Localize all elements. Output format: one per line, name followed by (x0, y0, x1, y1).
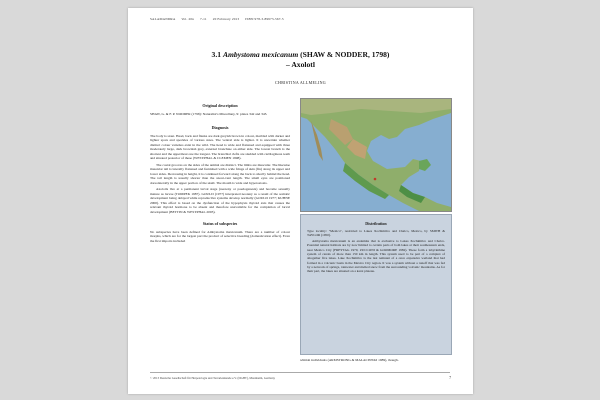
distribution-type-locality: Type locality: "Mexico", restricted to Lakes Xochimilco and Chalco, Mexico, by SMITH & TAYLOR (1950). (307, 229, 445, 238)
author-name: CHRISTINA ALLMELING (275, 80, 326, 85)
distribution-box (300, 214, 452, 355)
page-number: 7 (449, 376, 451, 380)
header-pages: 7-11 (200, 17, 207, 21)
header-volume: Vol. 20n (181, 17, 195, 21)
document-page (128, 8, 473, 394)
mexico-map-image (301, 99, 451, 211)
original-description-text: SHAW, G. & F. P. NODDER (1798): Naturalist's Miscellany, 9: plates 342 and 343. (150, 111, 268, 116)
header-isbn: ISBN 978-3-89973-567-5 (245, 17, 284, 21)
original-description-heading: Original description (202, 103, 238, 108)
article-title (128, 50, 473, 69)
diagnosis-paragraph-1: The body is stout. Head, back and flanks are dark greyish brown in colour, marbled with darker and lighter spots and speckles of various sizes. The ventral side is lighter. It is uncertain whether distinct colour varieties exist in the wild. The head is wide and flattened and equipped with three moderately large, dark brownish grey, external branchiae on either side. The lowest branch is the shortest and the uppermost one the longest. The branchial clefts are studded with cartilaginous teeth and situated posterior of these (WESTPHAL & CLEMEN 1998). (150, 133, 290, 160)
diagnosis-paragraph-3: Axolotls live at a permanent larval stage (neoteny or paedogenesis) and become sexually mature as larvae (TOMPEK 1987). GOULD (1977) interpreted neoteny as a result of the somatic development being delayed while reproductive systems develop normally (GOULD 1977; KUHNE 2000). This effect is based on the dysfunction of the hypophysis thyroid axis that causes the relevant thyroid hormone to be absent and therefore unavailable for the completion of larval development (BETTIN & WESTPHAL 2003). (150, 187, 290, 214)
title-authority: (SHAW & NODDER, 1798) (300, 50, 390, 59)
title-common-name: – Axolotl (286, 59, 315, 69)
title-number: 3.1 (211, 50, 222, 59)
distribution-map (300, 98, 452, 212)
distribution-heading: Distribution (365, 221, 387, 226)
title-species: Ambystoma mexicanum (222, 50, 299, 59)
left-column (150, 98, 290, 245)
running-header (150, 17, 289, 21)
right-column-continuation: whitish individuals (ARMSTRONG & MALACINSKI 1989), though. (300, 358, 399, 362)
header-series: SALAMANDRA (150, 17, 176, 21)
header-date: 20 February 2013 (212, 17, 240, 21)
copyright-footer: © 2013 Deutsche Gesellschaft für Herpetologie und Terrarienkunde e.V. (DGHT), Mannheim, Germany (150, 376, 276, 380)
subspecies-heading: Status of subspecies (202, 221, 238, 226)
diagnosis-heading: Diagnosis (211, 125, 229, 130)
diagnosis-paragraph-2: The costal grooves on the sides of the animal are distinct. The limbs are muscular. The likewise muscular tail is laterally flattened and furnished with a wide fringe of skin (fin) along its upper and lower sides. Decreasing in height, it is continued forward along the back to shortly behind the head. The tail length is usually shorter than the snout-vent length. The small eyes are positioned dorsolaterally in the upper portion of the skull. The mouth is wide and hyperostosis. (150, 162, 290, 185)
subspecies-text: No subspecies have been defined for Ambystoma mexicanum. There are a number of colour morphs, which are for the largest part the product of selective breeding (domestication effect). Even the first imports included (150, 229, 290, 243)
distribution-text: Ambystoma mexicanum is an endemite that is exclusive to Lakes Xochimilco and Chalco. Potential natural habitats are by now limited to certain parts of both lakes at their southeastern ends, near Mexico City (FREYTAG 1970, ZUCCONI & GOOMORE 1982). These form a labyrinthine system of canals of more than 150 km in length. This system used to be part of a complex of altogether five lakes. Lake Xochimilco is the last remnant of a once expansive wetland that had formed in a volcanic basin in the Mexico City region. It was a system without a runoff that was fed by a network of springs, rainwater and melted snow from the surrounding volcanic mountains. As for their part, the lakes are situated on a karst plateau. (307, 239, 445, 274)
